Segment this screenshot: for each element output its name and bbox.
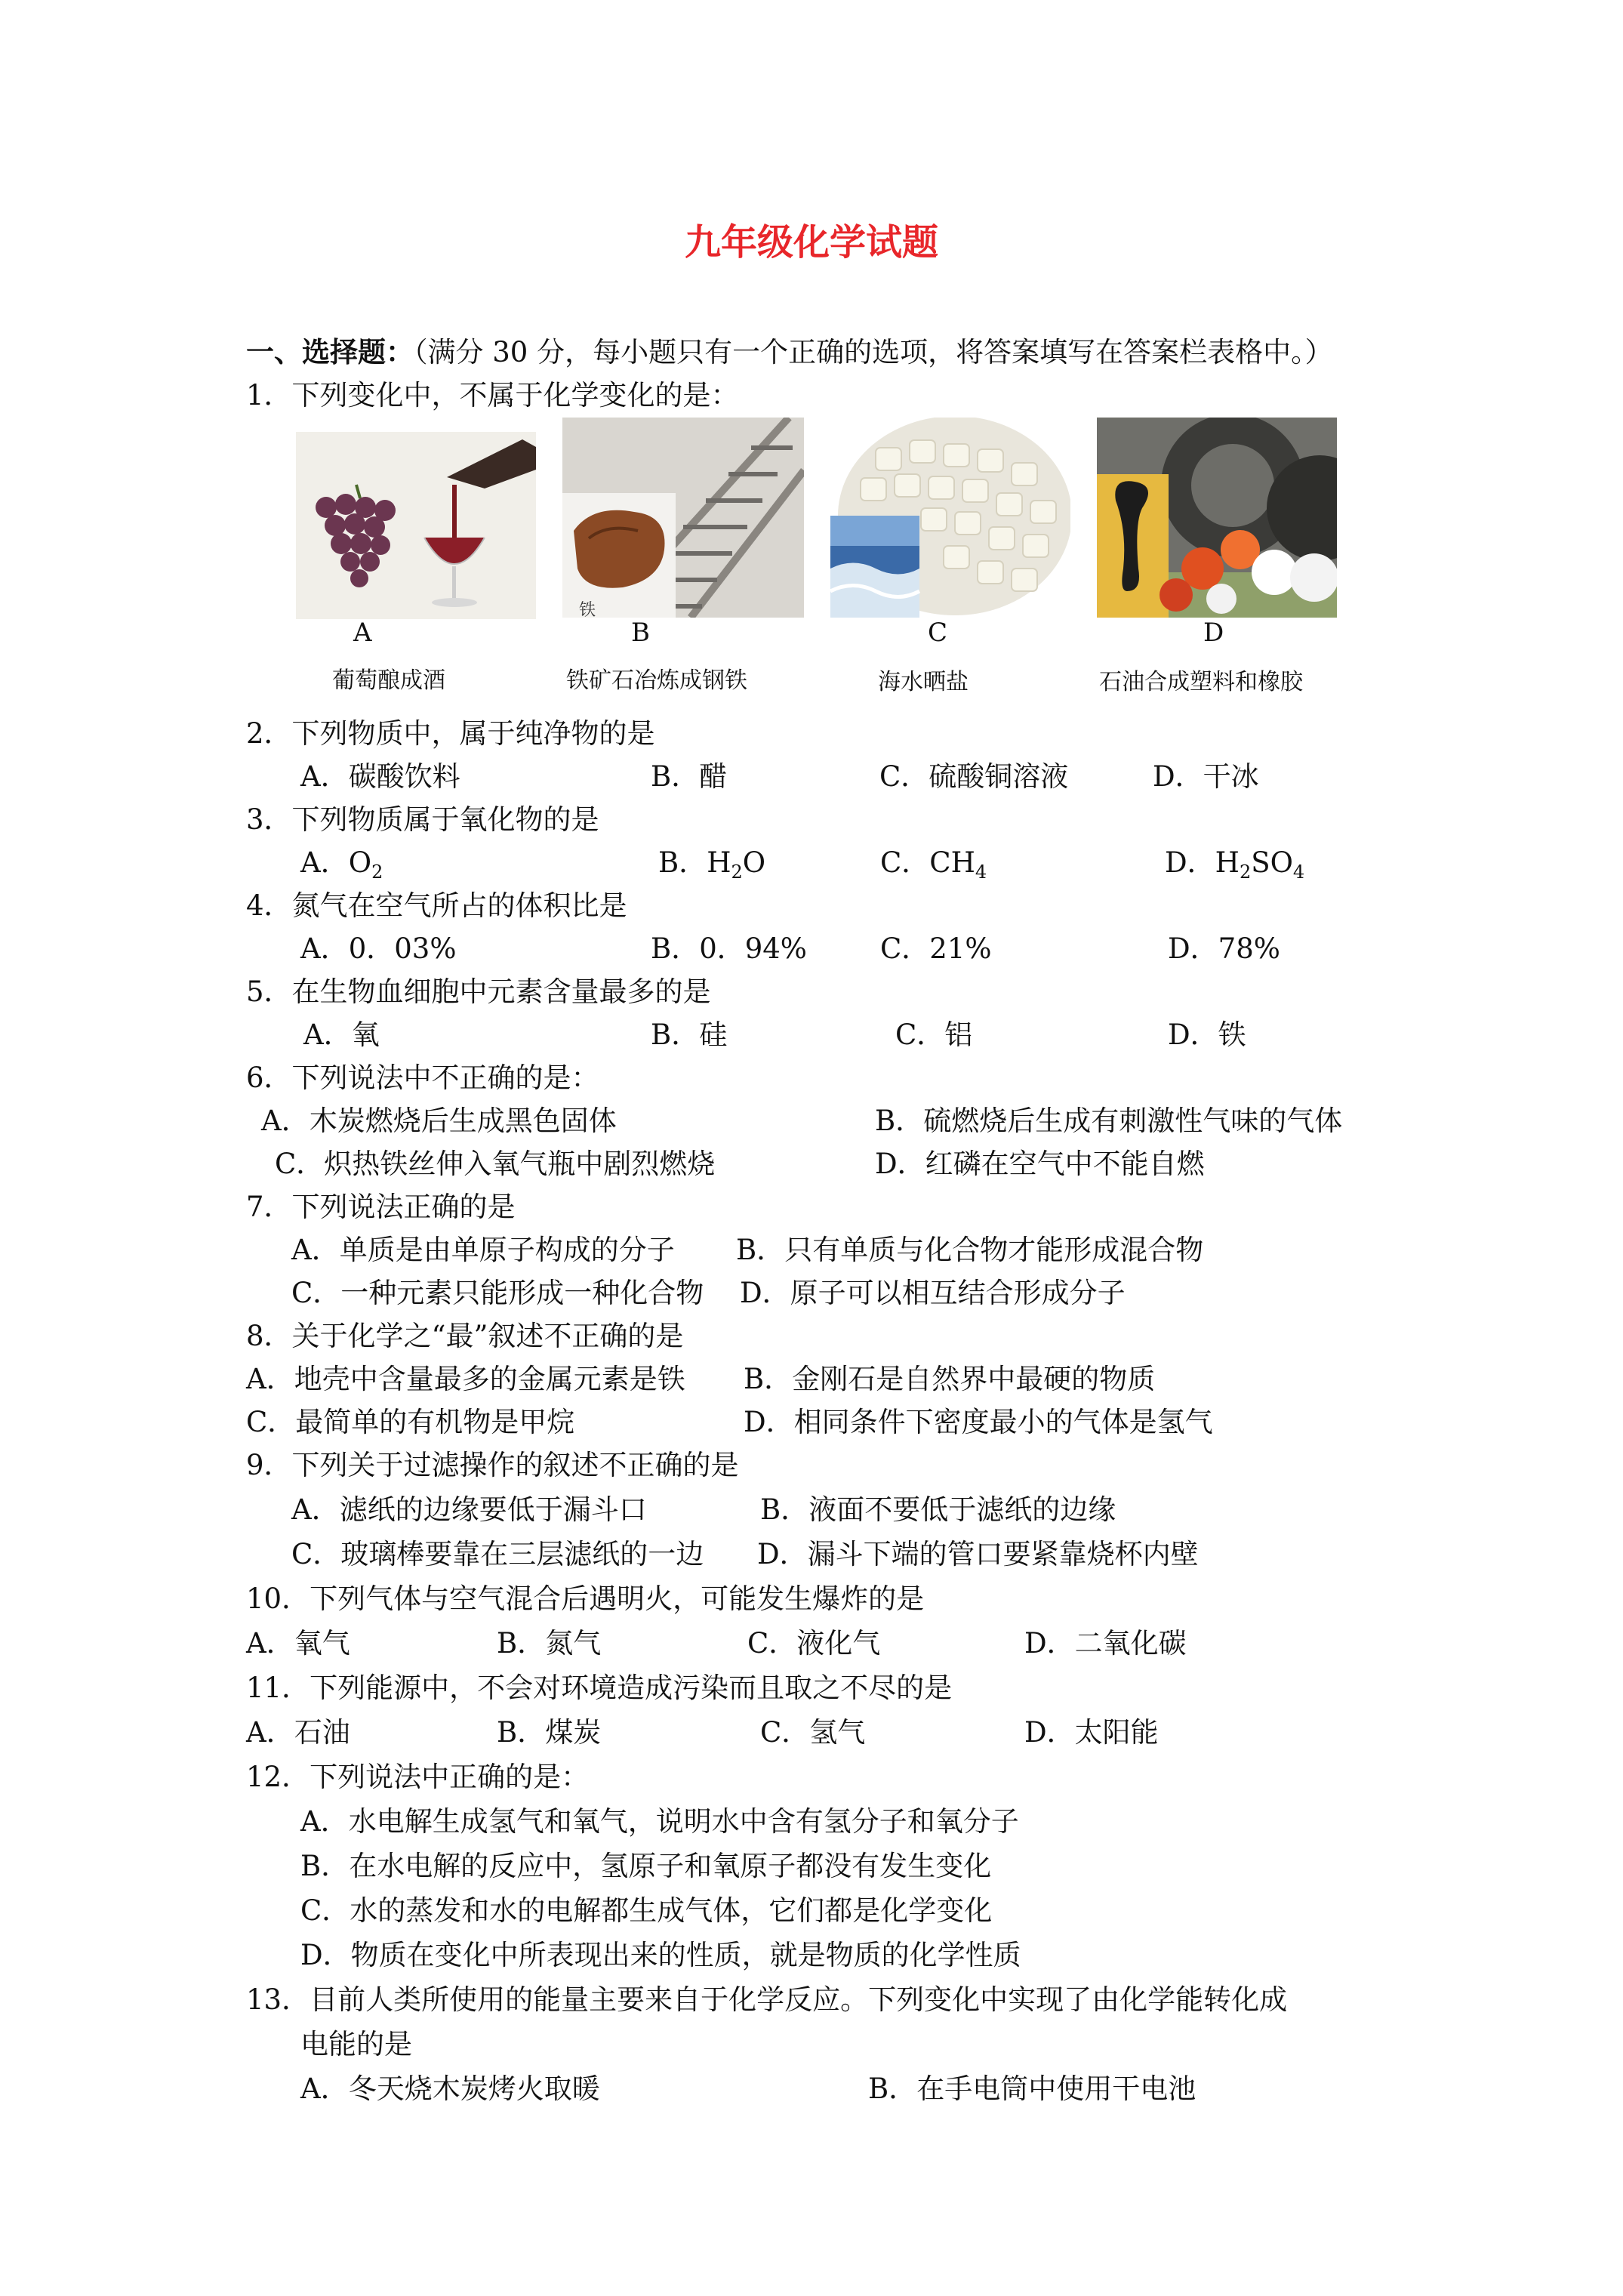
q4-option-b: B．0．94% bbox=[651, 932, 807, 965]
q13-option-b: B．在手电筒中使用干电池 bbox=[868, 2073, 1196, 2105]
q13-stem-continued: 电能的是 bbox=[300, 2028, 412, 2060]
q10-option-c: C．液化气 bbox=[747, 1627, 881, 1660]
q4-option-d: D．78% bbox=[1168, 932, 1280, 965]
q12-option-d: D．物质在变化中所表现出来的性质，就是物质的化学性质 bbox=[300, 1939, 1021, 1971]
picture-c-caption: 海水晒盐 bbox=[878, 669, 969, 695]
q5-option-d: D．铁 bbox=[1168, 1019, 1246, 1051]
q9-option-b: B．液面不要低于滤纸的边缘 bbox=[760, 1493, 1116, 1526]
q5-option-a: A．氧 bbox=[303, 1019, 380, 1051]
section-note: （满分 30 分，每小题只有一个正确的选项，将答案填写在答案栏表格中。） bbox=[414, 336, 1333, 368]
q13-stem: 13．目前人类所使用的能量主要来自于化学反应。下列变化中实现了由化学能转化成 bbox=[246, 1983, 1288, 2016]
grape-wine-image bbox=[296, 432, 536, 619]
q6-option-d: D．红磷在空气中不能自燃 bbox=[875, 1148, 1205, 1180]
picture-c-sea-salt bbox=[830, 418, 1070, 618]
q10-option-d: D．二氧化碳 bbox=[1024, 1627, 1187, 1660]
q10-option-b: B．氮气 bbox=[497, 1627, 602, 1660]
q11-stem: 11．下列能源中，不会对环境造成污染而且取之不尽的是 bbox=[246, 1672, 953, 1704]
q4-stem: 4．氮气在空气所占的体积比是 bbox=[246, 889, 627, 922]
picture-b-caption: 铁矿石冶炼成钢铁 bbox=[566, 667, 747, 694]
rail-ore-image bbox=[562, 418, 804, 618]
q11-option-b: B．煤炭 bbox=[497, 1716, 602, 1749]
q12-option-b: B．在水电解的反应中，氢原子和氧原子都没有发生变化 bbox=[300, 1850, 992, 1882]
q10-stem: 10．下列气体与空气混合后遇明火，可能发生爆炸的是 bbox=[246, 1583, 925, 1615]
q6-option-b: B．硫燃烧后生成有刺激性气味的气体 bbox=[875, 1105, 1343, 1137]
q8-option-d: D．相同条件下密度最小的气体是氢气 bbox=[744, 1406, 1213, 1438]
page-title: 九年级化学试题 bbox=[684, 221, 938, 264]
picture-a-grape-wine bbox=[296, 432, 536, 619]
q7-option-d: D．原子可以相互结合形成分子 bbox=[740, 1277, 1126, 1309]
q8-option-b: B．金刚石是自然界中最硬的物质 bbox=[744, 1363, 1156, 1395]
picture-c-letter: C bbox=[928, 618, 948, 648]
q3-option-c: C．$CH_4$ bbox=[880, 846, 987, 883]
q5-option-c: C．铝 bbox=[895, 1019, 973, 1051]
q10-option-a: A．氧气 bbox=[246, 1627, 350, 1660]
q12-stem: 12．下列说法中正确的是： bbox=[246, 1761, 590, 1793]
q7-option-a: A．单质是由单原子构成的分子 bbox=[291, 1234, 675, 1266]
picture-a-caption: 葡萄酿成酒 bbox=[332, 667, 445, 694]
q5-stem: 5．在生物血细胞中元素含量最多的是 bbox=[246, 975, 711, 1008]
picture-b-iron-ore bbox=[562, 418, 804, 618]
q9-option-a: A．滤纸的边缘要低于漏斗口 bbox=[291, 1493, 647, 1526]
q2-stem: 2．下列物质中，属于纯净物的是 bbox=[246, 717, 655, 750]
q7-option-c: C．一种元素只能形成一种化合物 bbox=[291, 1277, 704, 1309]
q6-option-c: C．炽热铁丝伸入氧气瓶中剧烈燃烧 bbox=[275, 1148, 716, 1180]
q12-option-c: C．水的蒸发和水的电解都生成气体，它们都是化学变化 bbox=[300, 1894, 993, 1927]
q8-stem: 8．关于化学之“最”叙述不正确的是 bbox=[246, 1320, 684, 1352]
q7-stem: 7．下列说法正确的是 bbox=[246, 1191, 516, 1223]
q2-option-c: C．硫酸铜溶液 bbox=[879, 760, 1069, 793]
q2-option-b: B．醋 bbox=[651, 760, 728, 793]
section-head: 一、选择题： bbox=[246, 336, 414, 368]
tires-balls-image bbox=[1097, 418, 1337, 618]
picture-d-letter: D bbox=[1203, 618, 1224, 648]
q12-option-a: A．水电解生成氢气和氧气，说明水中含有氢分子和氧分子 bbox=[300, 1805, 1019, 1838]
q9-option-d: D．漏斗下端的管口要紧靠烧杯内壁 bbox=[757, 1538, 1199, 1570]
q8-option-a: A．地壳中含量最多的金属元素是铁 bbox=[246, 1363, 685, 1395]
q3-option-d: D．$H_2SO_4$ bbox=[1165, 846, 1305, 883]
picture-b-letter: B bbox=[631, 618, 650, 648]
q6-stem: 6．下列说法中不正确的是： bbox=[246, 1062, 599, 1094]
q3-stem: 3．下列物质属于氧化物的是 bbox=[246, 803, 599, 836]
q4-option-c: C．21% bbox=[880, 932, 992, 965]
q4-option-a: A．0．03% bbox=[300, 932, 457, 965]
ore-inset-label: 铁 bbox=[579, 601, 596, 618]
picture-d-caption: 石油合成塑料和橡胶 bbox=[1099, 669, 1303, 695]
q11-option-a: A．石油 bbox=[246, 1716, 350, 1749]
q9-option-c: C．玻璃棒要靠在三层滤纸的一边 bbox=[291, 1538, 704, 1570]
q1-stem: 1．下列变化中，不属于化学变化的是： bbox=[246, 379, 739, 411]
picture-a-letter: A bbox=[353, 618, 372, 648]
picture-d-plastics-rubber bbox=[1097, 418, 1337, 618]
q6-option-a: A．木炭燃烧后生成黑色固体 bbox=[261, 1105, 617, 1137]
q13-option-a: A．冬天烧木炭烤火取暖 bbox=[300, 2073, 600, 2105]
q3-option-b: B．$H_2O$ bbox=[658, 846, 766, 883]
q11-option-d: D．太阳能 bbox=[1024, 1716, 1159, 1749]
q11-option-c: C．氢气 bbox=[760, 1716, 866, 1749]
section-header bbox=[246, 334, 1333, 371]
q3-option-a: A．$O_2$ bbox=[300, 846, 383, 883]
q9-stem: 9．下列关于过滤操作的叙述不正确的是 bbox=[246, 1449, 739, 1481]
q2-option-a: A．碳酸饮料 bbox=[300, 760, 460, 793]
salt-sea-image bbox=[830, 418, 1070, 618]
q8-option-c: C．最简单的有机物是甲烷 bbox=[246, 1406, 575, 1438]
q5-option-b: B．硅 bbox=[651, 1019, 728, 1051]
q2-option-d: D．干冰 bbox=[1153, 760, 1259, 793]
q7-option-b: B．只有单质与化合物才能形成混合物 bbox=[736, 1234, 1204, 1266]
